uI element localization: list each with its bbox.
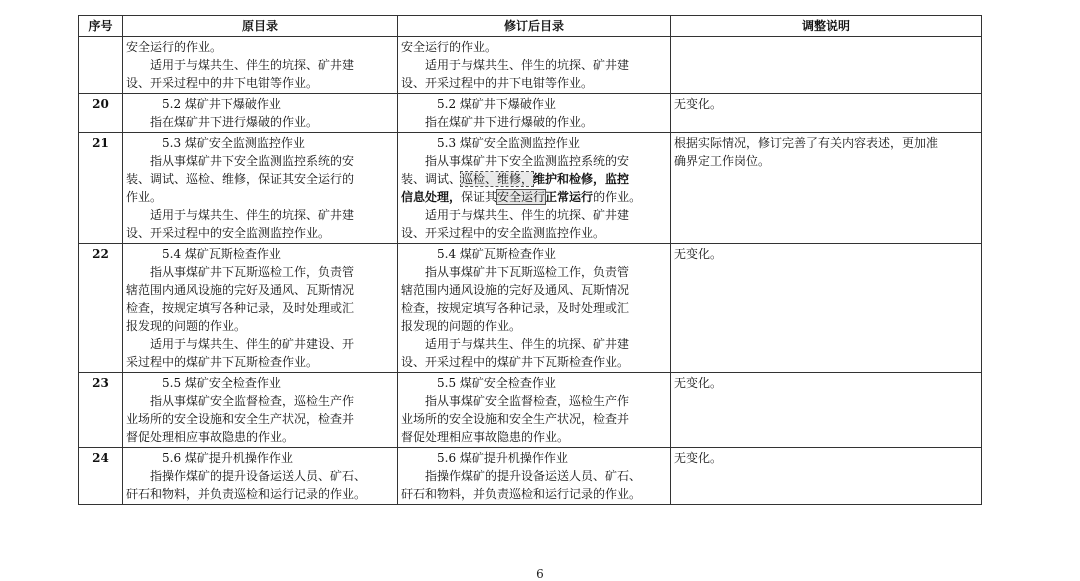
text-line: 辖范围内通风设施的完好及通风、瓦斯情况 xyxy=(126,283,355,297)
text-line: 设、开采过程中的井下电钳等作业。 xyxy=(401,76,594,90)
revised-cell xyxy=(398,448,671,505)
text-line: 适用于与煤共生、伴生的坑探、矿井建 xyxy=(150,208,355,222)
text-line: 适用于与煤共生、伴生的矿井建设、开 xyxy=(150,337,355,351)
text-line: 矸石和物料，并负责巡检和运行记录的作业。 xyxy=(126,487,367,501)
text-line: 报发现的问题的作业。 xyxy=(401,319,522,333)
section-title: 5.3 煤矿安全监测监控作业 xyxy=(162,136,305,150)
section-title: 5.4 煤矿瓦斯检查作业 xyxy=(162,247,281,261)
row-number: 21 xyxy=(79,133,123,244)
text-line: 指操作煤矿的提升设备运送人员、矿石、 xyxy=(150,469,367,483)
revised-cell xyxy=(398,37,671,94)
header-no: 序号 xyxy=(79,16,123,37)
text-line: 根据实际情况，修订完善了有关内容表述，更加准 xyxy=(674,136,939,150)
section-title: 5.6 煤矿提升机操作作业 xyxy=(437,451,568,465)
row-number: 24 xyxy=(79,448,123,505)
deleted-text: 安全运行 xyxy=(497,190,546,204)
section-title: 5.2 煤矿井下爆破作业 xyxy=(162,97,281,111)
table-row-continued xyxy=(79,37,982,94)
revised-cell xyxy=(398,94,671,133)
text-line: 安全运行的作业。 xyxy=(126,40,223,54)
row-number: 20 xyxy=(79,94,123,133)
text-line: 指从事煤矿井下安全监测监控系统的安 xyxy=(425,154,630,168)
section-title: 5.2 煤矿井下爆破作业 xyxy=(437,97,556,111)
row-number xyxy=(79,37,123,94)
table-row xyxy=(79,448,982,505)
note-cell: 无变化。 xyxy=(671,448,982,505)
inserted-text: 信息处理， xyxy=(401,190,462,204)
text-line: 设、开采过程中的安全监测监控作业。 xyxy=(126,226,331,240)
text-line: 确界定工作岗位。 xyxy=(674,154,771,168)
text-line: 辖范围内通风设施的完好及通风、瓦斯情况 xyxy=(401,283,630,297)
inserted-text: 维护和检修，监控 xyxy=(533,172,630,186)
text-line xyxy=(401,170,667,188)
original-cell xyxy=(123,448,398,505)
section-title: 5.5 煤矿安全检查作业 xyxy=(437,376,556,390)
text-line: 指从事煤矿井下瓦斯巡检工作，负责管 xyxy=(425,265,630,279)
revised-cell xyxy=(398,373,671,448)
page-number: 6 xyxy=(536,567,544,581)
text-span: 装、调试、 xyxy=(401,172,462,186)
section-title: 5.5 煤矿安全检查作业 xyxy=(162,376,281,390)
inserted-text: 正常运行 xyxy=(545,190,594,204)
text-line: 检查，按规定填写各种记录，及时处理或汇 xyxy=(401,301,630,315)
text-line: 装、调试、巡检、维修，保证其安全运行的 xyxy=(126,172,355,186)
text-line: 指从事煤矿安全监督检查，巡检生产作 xyxy=(150,394,355,408)
text-line: 设、开采过程中的安全监测监控作业。 xyxy=(401,226,606,240)
table-row xyxy=(79,94,982,133)
table-row xyxy=(79,244,982,373)
header-note: 调整说明 xyxy=(671,16,982,37)
header-row xyxy=(79,16,982,37)
note-cell: 无变化。 xyxy=(671,244,982,373)
text-line: 指在煤矿井下进行爆破的作业。 xyxy=(425,115,594,129)
text-line: 指从事煤矿井下安全监测监控系统的安 xyxy=(150,154,355,168)
original-cell xyxy=(123,37,398,94)
note-cell xyxy=(671,133,982,244)
text-line: 采过程中的煤矿井下瓦斯检查作业。 xyxy=(126,355,319,369)
original-cell xyxy=(123,373,398,448)
text-line: 督促处理相应事故隐患的作业。 xyxy=(126,430,295,444)
text-line: 设、开采过程中的井下电钳等作业。 xyxy=(126,76,319,90)
revision-table xyxy=(78,15,982,505)
text-line: 适用于与煤共生、伴生的坑探、矿井建 xyxy=(425,337,630,351)
text-line: 适用于与煤共生、伴生的坑探、矿井建 xyxy=(425,208,630,222)
revised-cell xyxy=(398,133,671,244)
revised-cell xyxy=(398,244,671,373)
row-number: 22 xyxy=(79,244,123,373)
text-span: 的作业。 xyxy=(593,190,642,204)
text-line: 适用于与煤共生、伴生的坑探、矿井建 xyxy=(150,58,355,72)
text-line: 安全运行的作业。 xyxy=(401,40,498,54)
section-title: 5.4 煤矿瓦斯检查作业 xyxy=(437,247,556,261)
row-number: 23 xyxy=(79,373,123,448)
text-line: 指从事煤矿安全监督检查，巡检生产作 xyxy=(425,394,630,408)
table-row xyxy=(79,373,982,448)
original-cell xyxy=(123,133,398,244)
header-revised: 修订后目录 xyxy=(398,16,671,37)
text-line: 督促处理相应事故隐患的作业。 xyxy=(401,430,570,444)
original-cell xyxy=(123,244,398,373)
text-line: 检查，按规定填写各种记录，及时处理或汇 xyxy=(126,301,355,315)
original-cell xyxy=(123,94,398,133)
text-line: 设、开采过程中的煤矿井下瓦斯检查作业。 xyxy=(401,355,630,369)
text-span: 保证其 xyxy=(461,190,498,204)
table-row xyxy=(79,133,982,244)
text-line: 指操作煤矿的提升设备运送人员、矿石、 xyxy=(425,469,642,483)
note-cell: 无变化。 xyxy=(671,94,982,133)
text-line: 报发现的问题的作业。 xyxy=(126,319,247,333)
deleted-text: 巡检、维修， xyxy=(461,172,534,186)
text-line: 适用于与煤共生、伴生的坑探、矿井建 xyxy=(425,58,630,72)
text-line: 业场所的安全设施和安全生产状况，检查并 xyxy=(401,412,630,426)
text-line: 指在煤矿井下进行爆破的作业。 xyxy=(150,115,319,129)
header-original: 原目录 xyxy=(123,16,398,37)
section-title: 5.3 煤矿安全监测监控作业 xyxy=(437,136,580,150)
text-line: 矸石和物料，并负责巡检和运行记录的作业。 xyxy=(401,487,642,501)
note-cell: 无变化。 xyxy=(671,373,982,448)
text-line: 指从事煤矿井下瓦斯巡检工作，负责管 xyxy=(150,265,355,279)
text-line: 作业。 xyxy=(126,190,163,204)
note-cell xyxy=(671,37,982,94)
text-line xyxy=(401,188,667,206)
section-title: 5.6 煤矿提升机操作作业 xyxy=(162,451,293,465)
text-line: 业场所的安全设施和安全生产状况，检查并 xyxy=(126,412,355,426)
